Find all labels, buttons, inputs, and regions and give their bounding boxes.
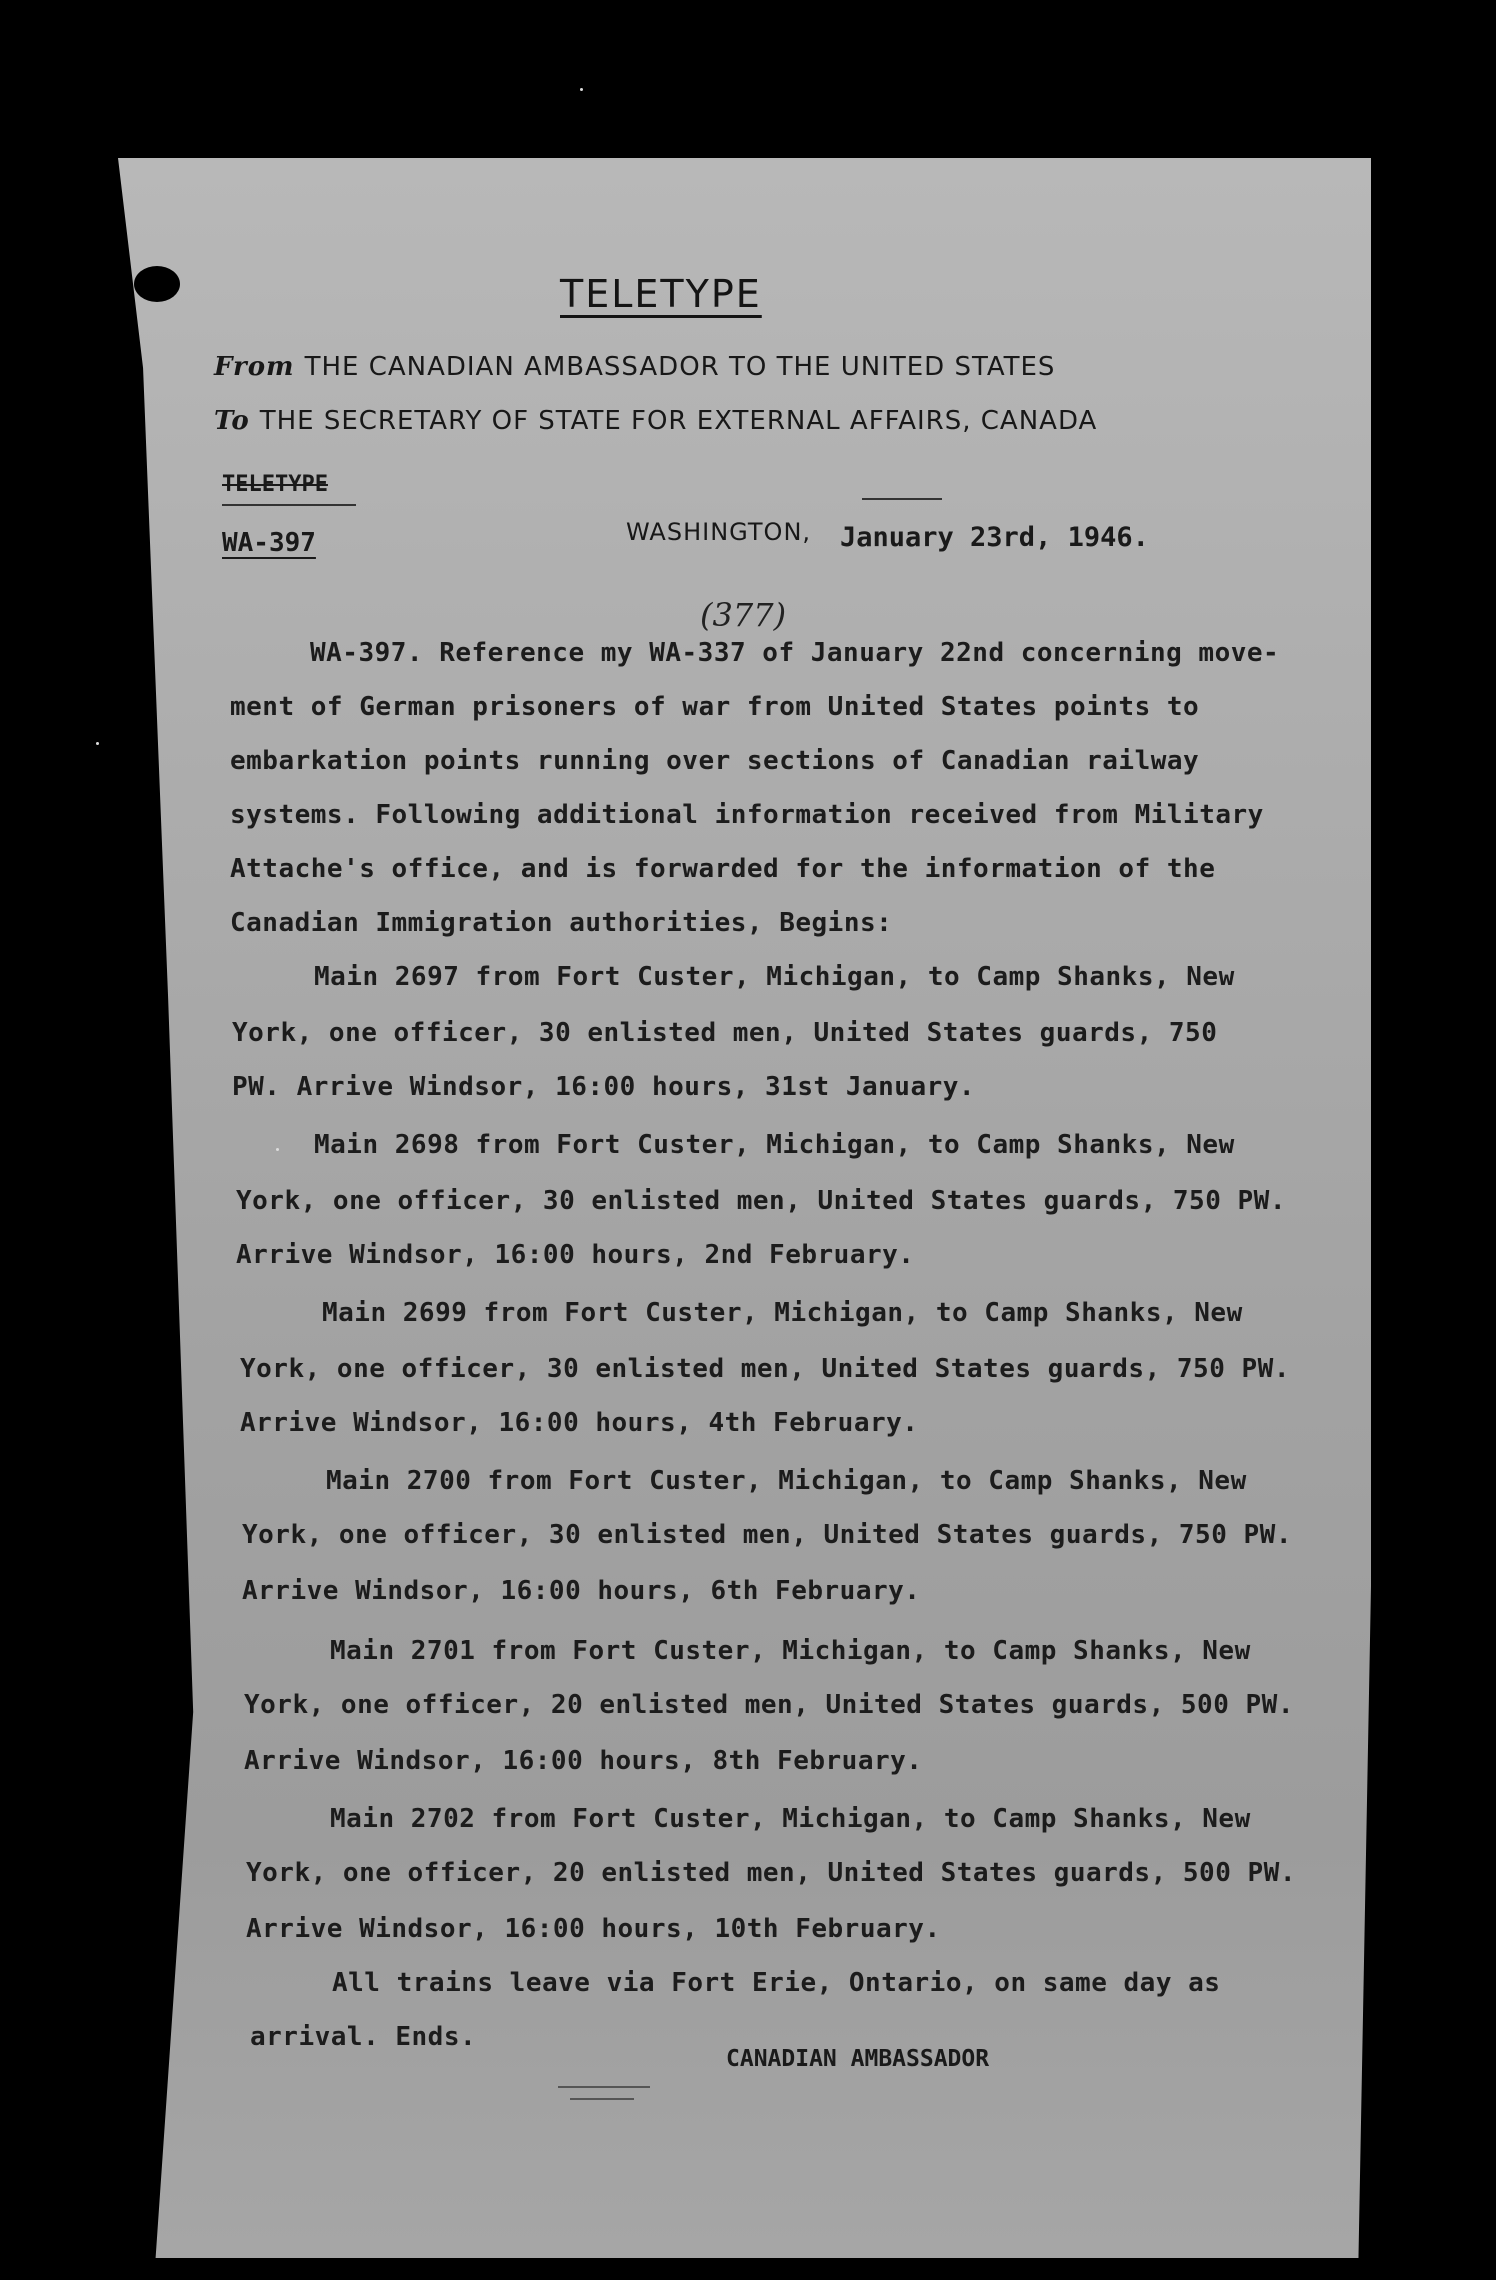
reference-number: WA-397	[222, 528, 316, 558]
place-label: WASHINGTON,	[626, 518, 812, 546]
body-line: Main 2698 from Fort Custer, Michigan, to Camp Shanks, New	[314, 1130, 1235, 1160]
body-line: York, one officer, 20 enlisted men, United States guards, 500 PW.	[244, 1690, 1294, 1720]
speck	[96, 742, 99, 745]
bottom-mark-1	[558, 2086, 650, 2088]
body-line: York, one officer, 30 enlisted men, United States guards, 750 PW.	[242, 1520, 1292, 1550]
body-line: embarkation points running over sections of Canadian railway	[230, 746, 1200, 776]
from-label: From	[214, 352, 295, 382]
body-line: PW. Arrive Windsor, 16:00 hours, 31st January.	[232, 1072, 976, 1102]
document-title: TELETYPE	[560, 272, 762, 316]
body-line: WA-397. Reference my WA-337 of January 22nd concerning move-	[310, 638, 1280, 668]
body-line: Canadian Immigration authorities, Begins:	[230, 908, 893, 938]
body-line: ment of German prisoners of war from United States points to	[230, 692, 1200, 722]
body-line: York, one officer, 30 enlisted men, United States guards, 750 PW.	[236, 1186, 1286, 1216]
body-line: arrival. Ends.	[250, 2022, 477, 2052]
to-line	[214, 406, 1097, 436]
body-line: York, one officer, 30 enlisted men, United States guards, 750	[232, 1018, 1218, 1048]
to-label: To	[214, 406, 250, 436]
date-rule	[862, 498, 942, 500]
body-line: Arrive Windsor, 16:00 hours, 8th February.	[244, 1746, 923, 1776]
body-line: systems. Following additional information received from Military	[230, 800, 1264, 830]
body-line: Main 2701 from Fort Custer, Michigan, to Camp Shanks, New	[330, 1636, 1251, 1666]
from-text: THE CANADIAN AMBASSADOR TO THE UNITED STATES	[304, 352, 1056, 382]
body-line: York, one officer, 30 enlisted men, United States guards, 750 PW.	[240, 1354, 1290, 1384]
handwritten-note: (377)	[700, 596, 787, 634]
body-line: Main 2697 from Fort Custer, Michigan, to Camp Shanks, New	[314, 962, 1235, 992]
date-text: January 23rd, 1946.	[840, 522, 1149, 553]
teletype-mark: TELETYPE	[222, 472, 328, 497]
teletype-underline	[222, 504, 356, 506]
body-line: Attache's office, and is forwarded for the information of the	[230, 854, 1216, 884]
body-line: York, one officer, 20 enlisted men, United States guards, 500 PW.	[246, 1858, 1296, 1888]
body-line: Arrive Windsor, 16:00 hours, 2nd February.	[236, 1240, 915, 1270]
body-line: Main 2702 from Fort Custer, Michigan, to Camp Shanks, New	[330, 1804, 1251, 1834]
speck	[580, 88, 583, 91]
body-line: Main 2700 from Fort Custer, Michigan, to Camp Shanks, New	[326, 1466, 1247, 1496]
bottom-mark-2	[570, 2098, 634, 2100]
speck	[276, 1148, 279, 1151]
body-line: Arrive Windsor, 16:00 hours, 6th February.	[242, 1576, 921, 1606]
body-line: Arrive Windsor, 16:00 hours, 10th February.	[246, 1914, 941, 1944]
to-text: THE SECRETARY OF STATE FOR EXTERNAL AFFAIRS, CANADA	[259, 406, 1098, 436]
body-line: Main 2699 from Fort Custer, Michigan, to Camp Shanks, New	[322, 1298, 1243, 1328]
from-line	[214, 352, 1055, 382]
punch-hole	[134, 266, 180, 302]
signature: CANADIAN AMBASSADOR	[726, 2046, 990, 2072]
body-line: Arrive Windsor, 16:00 hours, 4th February.	[240, 1408, 919, 1438]
body-line: All trains leave via Fort Erie, Ontario, on same day as	[332, 1968, 1221, 1998]
